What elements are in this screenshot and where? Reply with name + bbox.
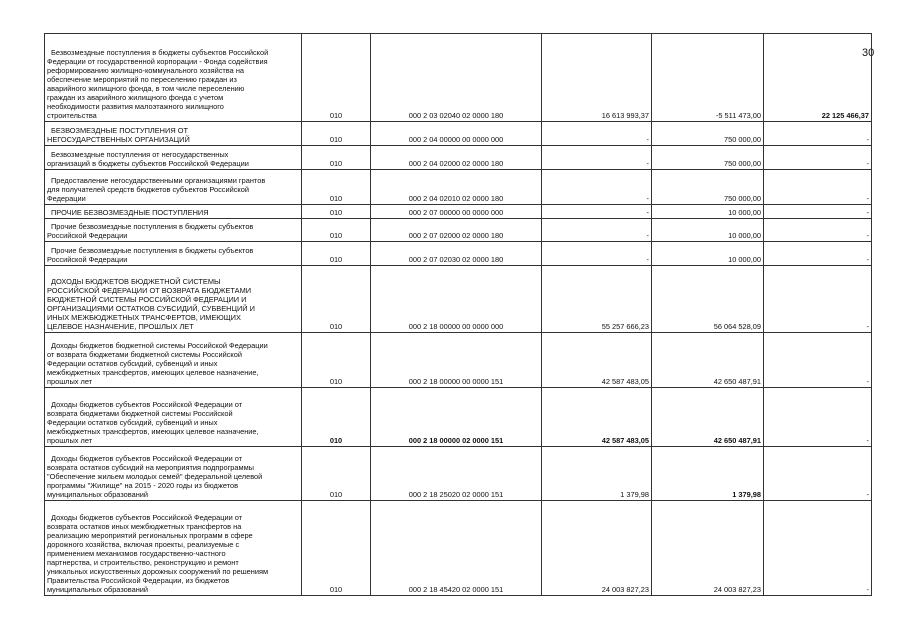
row-rest-value xyxy=(764,34,875,122)
row-admin-code: 010 xyxy=(302,333,371,388)
row-name: Безвозмездные поступления в бюджеты субъектов Российской Федерации от государственной корпорации - Фонда содействия реформированию жилищно-коммунального хозяйства на обеспечение мероприятий по переселению граждан из аварийного жилищного фонда, в том числе переселению граждан из аварийного жилищного фонда с учетом необходимости развития малоэтажного жилищного строительства xyxy=(47,48,269,120)
row-name-cell xyxy=(45,205,302,219)
row-name: Безвозмездные поступления от негосударственных организаций в бюджеты субъектов Российской Федерации xyxy=(47,150,249,168)
row-name: Доходы бюджетов субъектов Российской Федерации от возврата бюджетами бюджетной системы Российской Федерации остатков субсидий, субвенций и иных межбюджетных трансфертов, имеющих целевое назначение, прошлых лет xyxy=(47,400,259,445)
row-name: Доходы бюджетов субъектов Российской Федерации от возврата остатков иных межбюджетных трансфертов на реализацию мероприятий региональных программ в сфере дорожного хозяйства, включая проекты, реализуемые с применением механизмов государственно-частного партнерства, и строительство, реконструкцию и ремонт уникальных искусственных дорожных сооружений по решениям Правительства Российской Федерации, из бюджетов муниципальных образований xyxy=(47,513,269,594)
row-name: ПРОЧИЕ БЕЗВОЗМЕЗДНЫЕ ПОСТУПЛЕНИЯ xyxy=(51,208,209,217)
row-name-cell xyxy=(45,242,302,266)
row-budget-code: 000 2 03 02040 02 0000 180 xyxy=(371,34,542,122)
row-admin-code: 010 xyxy=(302,170,371,205)
row-budget-code: 000 2 07 02030 02 0000 180 xyxy=(371,242,542,266)
row-budget-code: 000 2 04 02000 02 0000 180 xyxy=(371,146,542,170)
row-budget-code: 000 2 18 00000 02 0000 151 xyxy=(371,388,542,447)
row-budget-code: 000 2 18 00000 00 0000 151 xyxy=(371,333,542,388)
row-exec-value: 10 000,00 xyxy=(652,219,764,242)
row-name-cell xyxy=(45,34,302,122)
row-plan-value: 24 003 827,23 xyxy=(542,501,652,596)
row-name: ДОХОДЫ БЮДЖЕТОВ БЮДЖЕТНОЙ СИСТЕМЫ РОССИЙСКОЙ ФЕДЕРАЦИИ ОТ ВОЗВРАТА БЮДЖЕТАМИ БЮДЖЕТНОЙ СИСТЕМЫ РОССИЙСКОЙ ФЕДЕРАЦИИ И ОРГАНИЗАЦИЯМИ ОСТАТКОВ СУБСИДИЙ, СУБВЕНЦИЙ И ИНЫХ МЕЖБЮДЖЕТНЫХ ТРАНСФЕРТОВ, ИМЕЮЩИХ ЦЕЛЕВОЕ НАЗНАЧЕНИЕ, ПРОШЛЫХ ЛЕТ xyxy=(47,277,255,331)
row-exec-value xyxy=(652,447,764,501)
row-admin-code: 010 xyxy=(302,242,371,266)
row-admin-code: 010 xyxy=(302,266,371,333)
row-rest-value: - xyxy=(764,122,872,146)
row-name-cell xyxy=(45,388,302,447)
row-admin-code: 010 xyxy=(302,146,371,170)
table-row xyxy=(45,219,872,242)
row-name-cell xyxy=(45,501,302,596)
row-plan-value: 1 379,98 xyxy=(542,447,652,501)
table-row xyxy=(45,205,872,219)
row-plan-value: 55 257 666,23 xyxy=(542,266,652,333)
row-rest-value: - xyxy=(764,242,872,266)
row-rest-value: - xyxy=(764,388,872,447)
row-rest-text: 22 125 466,37 xyxy=(821,111,869,120)
row-name-cell xyxy=(45,146,302,170)
row-name: Прочие безвозмездные поступления в бюджеты субъектов Российской Федерации xyxy=(47,222,254,240)
row-exec-value: 10 000,00 xyxy=(652,242,764,266)
row-name-cell xyxy=(45,266,302,333)
row-exec-value: -5 511 473,00 xyxy=(652,34,764,122)
row-exec-value: 24 003 827,23 xyxy=(652,501,764,596)
row-rest-value: - xyxy=(764,219,872,242)
row-name-cell xyxy=(45,122,302,146)
row-name-cell xyxy=(45,447,302,501)
row-exec-text: 1 379,98 xyxy=(732,490,761,499)
table-row xyxy=(45,170,872,205)
row-exec-value: 750 000,00 xyxy=(652,170,764,205)
row-admin-code: 010 xyxy=(302,205,371,219)
row-rest-value: - xyxy=(764,333,872,388)
row-exec-value: 42 650 487,91 xyxy=(652,388,764,447)
row-admin-code: 010 xyxy=(302,388,371,447)
row-budget-code: 000 2 18 25020 02 0000 151 xyxy=(371,447,542,501)
row-name: Прочие безвозмездные поступления в бюджеты субъектов Российской Федерации xyxy=(47,246,254,264)
row-admin-code: 010 xyxy=(302,447,371,501)
row-plan-value: - xyxy=(542,170,652,205)
row-plan-value: 42 587 483,05 xyxy=(542,388,652,447)
table-row xyxy=(45,122,872,146)
table-row xyxy=(45,501,872,596)
row-exec-value: 750 000,00 xyxy=(652,146,764,170)
row-exec-value: 10 000,00 xyxy=(652,205,764,219)
table-row xyxy=(45,388,872,447)
table-row xyxy=(45,333,872,388)
revenue-table xyxy=(44,33,875,596)
row-rest-value: - xyxy=(764,170,872,205)
row-plan-value: 42 587 483,05 xyxy=(542,333,652,388)
page-number: 30 xyxy=(862,47,875,59)
table-row xyxy=(45,266,872,333)
row-budget-code: 000 2 04 00000 00 0000 000 xyxy=(371,122,542,146)
row-rest-value: - xyxy=(764,447,872,501)
table-row xyxy=(45,146,872,170)
row-budget-code: 000 2 07 02000 02 0000 180 xyxy=(371,219,542,242)
row-exec-value: 750 000,00 xyxy=(652,122,764,146)
row-admin-code: 010 xyxy=(302,219,371,242)
row-rest-value: - xyxy=(764,266,872,333)
row-name: Доходы бюджетов бюджетной системы Российской Федерации от возврата бюджетами бюджетной системы Российской Федерации остатков субсидий, субвенций и иных межбюджетных трансфертов, имеющих целевое назначение, прошлых лет xyxy=(47,341,268,386)
row-name-cell xyxy=(45,219,302,242)
row-exec-value: 42 650 487,91 xyxy=(652,333,764,388)
row-admin-code: 010 xyxy=(302,34,371,122)
row-plan-value: - xyxy=(542,146,652,170)
table-row xyxy=(45,34,872,122)
row-plan-value: - xyxy=(542,122,652,146)
row-rest-value: - xyxy=(764,146,872,170)
row-rest-value: - xyxy=(764,205,872,219)
row-admin-code: 010 xyxy=(302,122,371,146)
row-name-cell xyxy=(45,333,302,388)
row-plan-value: 16 613 993,37 xyxy=(542,34,652,122)
row-name: Доходы бюджетов субъектов Российской Федерации от возврата остатков субсидий на мероприятия подпрограммы "Обеспечение жильем молодых семей" федеральной целевой программы "Жилище" на 2015 - 2020 годы из бюджетов муниципальных образований xyxy=(47,454,263,499)
row-name: Предоставление негосударственными организациями грантов для получателей средств бюджетов субъектов Российской Федерации xyxy=(47,176,266,203)
row-name-cell xyxy=(45,170,302,205)
row-plan-value: - xyxy=(542,242,652,266)
table-row xyxy=(45,447,872,501)
row-rest-value: - xyxy=(764,501,872,596)
row-exec-value: 56 064 528,09 xyxy=(652,266,764,333)
table-row xyxy=(45,242,872,266)
row-budget-code: 000 2 18 45420 02 0000 151 xyxy=(371,501,542,596)
row-plan-value: - xyxy=(542,205,652,219)
row-name: БЕЗВОЗМЕЗДНЫЕ ПОСТУПЛЕНИЯ ОТ НЕГОСУДАРСТВЕННЫХ ОРГАНИЗАЦИЙ xyxy=(47,126,190,144)
row-budget-code: 000 2 04 02010 02 0000 180 xyxy=(371,170,542,205)
row-plan-value: - xyxy=(542,219,652,242)
row-budget-code: 000 2 07 00000 00 0000 000 xyxy=(371,205,542,219)
row-admin-code: 010 xyxy=(302,501,371,596)
row-budget-code: 000 2 18 00000 00 0000 000 xyxy=(371,266,542,333)
